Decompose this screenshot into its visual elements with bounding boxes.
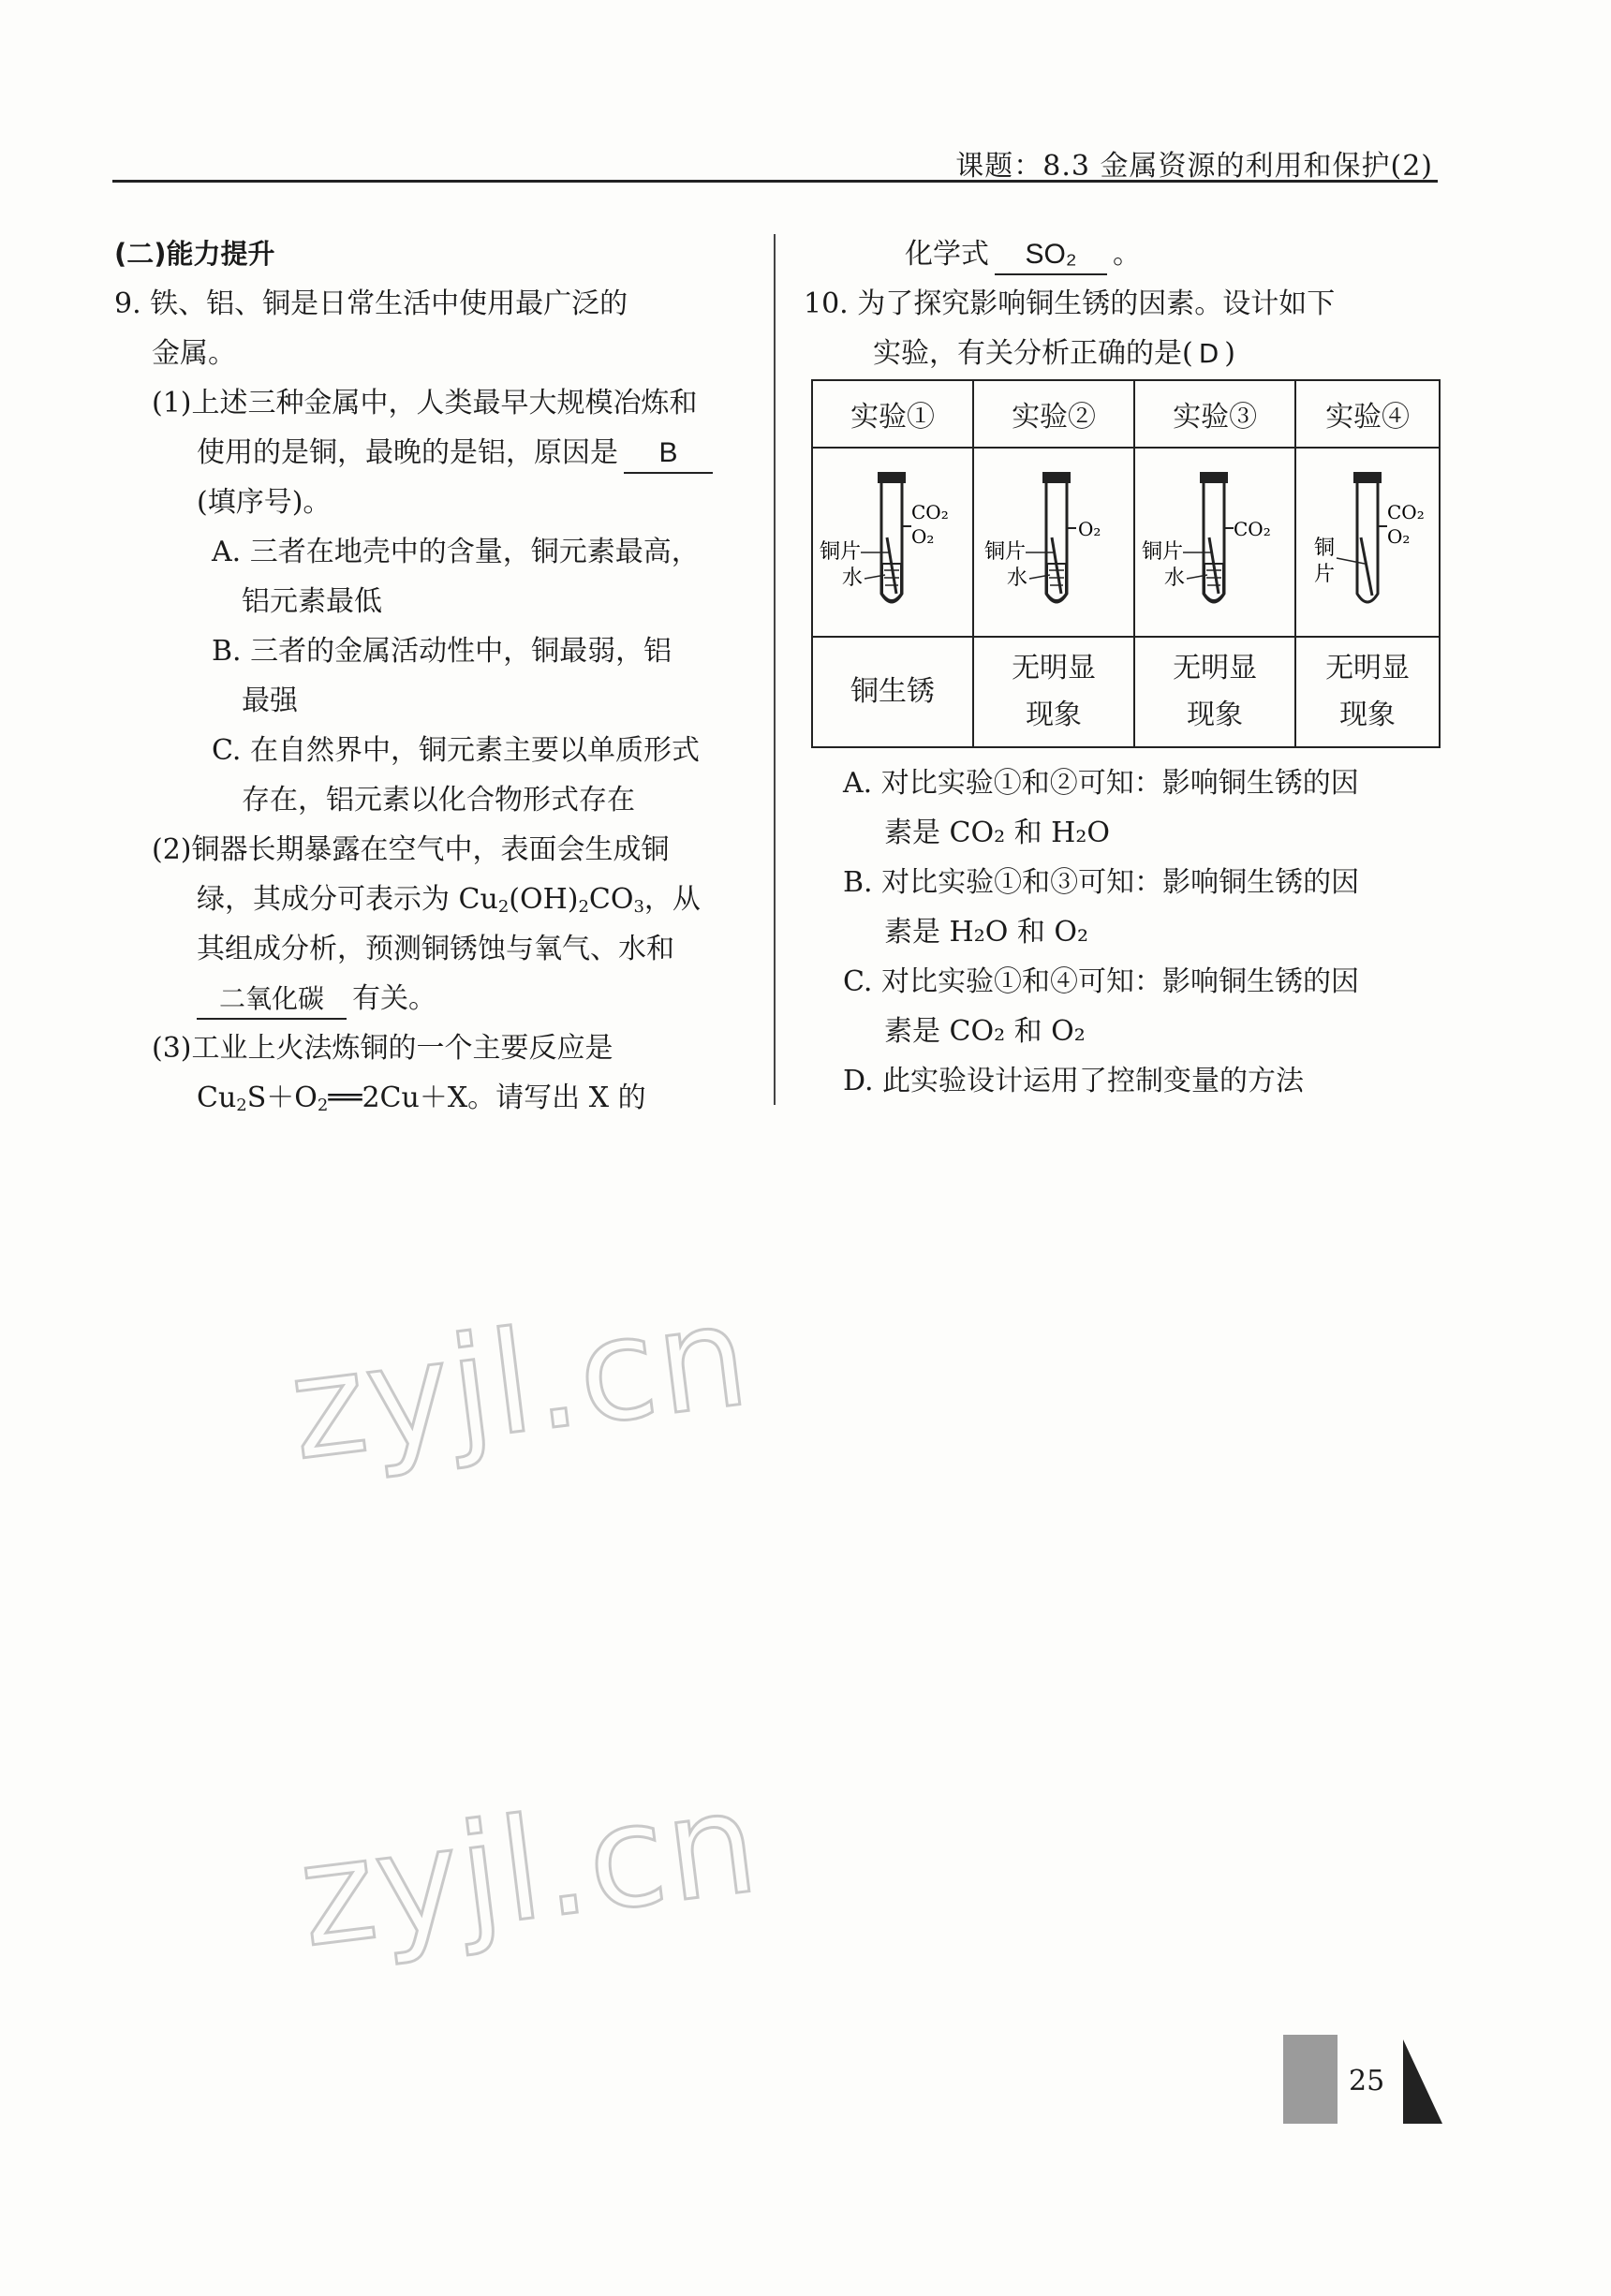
q10-option-a-line2: 素是 CO₂ 和 H₂O — [884, 817, 1110, 849]
result-4: 无明显 现象 — [1295, 637, 1440, 747]
q10-option-b-line2: 素是 H₂O 和 O₂ — [884, 916, 1089, 949]
page-header-title: 课题：8.3 金属资源的利用和保护(2) — [955, 150, 1433, 183]
q10-option-a-line1: A. 对比实验①和②可知：影响铜生锈的因 — [843, 767, 1359, 800]
result-1: 铜生锈 — [812, 637, 973, 747]
q10-stem-line2: 实验，有关分析正确的是( D ) — [873, 337, 1235, 370]
tube3-water-label: 水 — [1164, 567, 1186, 590]
q9-1-line3: (填序号)。 — [197, 486, 332, 519]
table-head-1: 实验① — [812, 380, 973, 448]
q10-option-c-line2: 素是 CO₂ 和 O₂ — [884, 1015, 1086, 1048]
q10-option-d: D. 此实验设计运用了控制变量的方法 — [843, 1065, 1305, 1097]
tube3-copper-label: 铜片 — [1142, 540, 1184, 564]
tube-cell-4 — [1295, 448, 1440, 637]
tube-cell-1 — [812, 448, 973, 637]
q9-option-a-line1: A. 三者在地壳中的含量，铜元素最高， — [212, 536, 700, 568]
tube4-copper-label-a: 铜 — [1314, 537, 1336, 560]
tube-cell-2 — [973, 448, 1134, 637]
q9-stem-line1: 9. 铁、铝、铜是日常生活中使用最广泛的 — [114, 287, 628, 320]
tube4-o2-label: O₂ — [1387, 525, 1411, 548]
q9-1-line1: (1)上述三种金属中，人类最早大规模冶炼和 — [152, 387, 698, 419]
q9-stem-line2: 金属。 — [152, 337, 236, 370]
table-head-3: 实验③ — [1134, 380, 1295, 448]
tube1-copper-label: 铜片 — [820, 540, 862, 564]
q10-answer: D — [1198, 338, 1219, 369]
result-3: 无明显 现象 — [1134, 637, 1295, 747]
q9-1-answer-blank: B — [624, 434, 713, 474]
q9-2-line3: 其组成分析，预测铜锈蚀与氧气、水和 — [197, 933, 674, 965]
test-tube-4-icon — [1297, 453, 1438, 631]
result-2: 无明显 现象 — [973, 637, 1134, 747]
tube1-co2-label: CO₂ — [911, 501, 949, 523]
tube1-o2-label: O₂ — [911, 525, 935, 548]
left-column — [114, 229, 742, 1123]
q9-2-answer-blank: 二氧化碳 — [197, 980, 347, 1020]
experiment-table — [811, 379, 1441, 748]
q9-3-line2: $Cu_2S+O_2══2Cu+X$。请写出 X 的 — [197, 1082, 646, 1115]
q9-3-line1: (3)工业上火法炼铜的一个主要反应是 — [152, 1032, 613, 1065]
q9-option-b-line1: B. 三者的金属活动性中，铜最弱，铝 — [212, 635, 672, 668]
page-number-box — [1283, 2035, 1338, 2124]
table-head-2: 实验② — [973, 380, 1134, 448]
test-tube-1-icon — [814, 453, 971, 631]
section-title: (二)能力提升 — [114, 238, 275, 270]
q9-2-line4: 二氧化碳 有关。 — [114, 974, 742, 1023]
tube2-o2-label: O₂ — [1078, 518, 1101, 540]
q9-1-line2: 使用的是铜，最晚的是铝，原因是 B — [114, 428, 742, 478]
q10-options — [843, 758, 1359, 1106]
test-tube-2-icon — [975, 453, 1132, 631]
tube4-copper-label-b: 片 — [1314, 563, 1336, 586]
tube1-water-label: 水 — [842, 567, 864, 590]
q9-option-c-line2: 存在，铝元素以化合物形式存在 — [242, 784, 635, 817]
q9-3-continuation: 化学式 SO₂ 。 — [804, 229, 1441, 279]
right-column — [804, 229, 1441, 378]
tube3-co2-label: CO₂ — [1234, 518, 1271, 540]
corner-triangle-icon — [1403, 2039, 1442, 2124]
q9-3-answer-blank: SO₂ — [995, 236, 1107, 275]
column-divider — [774, 234, 776, 1105]
q9-2-line1: (2)铜器长期暴露在空气中，表面会生成铜 — [152, 833, 670, 866]
q10-stem-line1: 10. 为了探究影响铜生锈的因素。设计如下 — [804, 287, 1336, 320]
tube2-water-label: 水 — [1007, 567, 1028, 590]
test-tube-3-icon — [1136, 453, 1293, 631]
q10-option-c-line1: C. 对比实验①和④可知：影响铜生锈的因 — [843, 965, 1359, 998]
watermark-bottom: zyjl.cn — [291, 1760, 767, 1980]
header-rule — [112, 180, 1438, 183]
q9-2-line2: 绿，其成分可表示为 $Cu_2(OH)_2CO_3$，从 — [197, 883, 701, 917]
tube-cell-3 — [1134, 448, 1295, 637]
tube4-co2-label: CO₂ — [1387, 501, 1425, 523]
q10-option-b-line1: B. 对比实验①和③可知：影响铜生锈的因 — [843, 866, 1360, 899]
table-head-4: 实验④ — [1295, 380, 1440, 448]
watermark-top: zyjl.cn — [282, 1273, 758, 1493]
tube2-copper-label: 铜片 — [984, 540, 1027, 564]
q9-option-c-line1: C. 在自然界中，铜元素主要以单质形式 — [212, 734, 700, 767]
q9-option-a-line2: 铝元素最低 — [242, 585, 382, 618]
page-number: 25 — [1349, 2065, 1385, 2097]
q9-option-b-line2: 最强 — [242, 684, 298, 717]
